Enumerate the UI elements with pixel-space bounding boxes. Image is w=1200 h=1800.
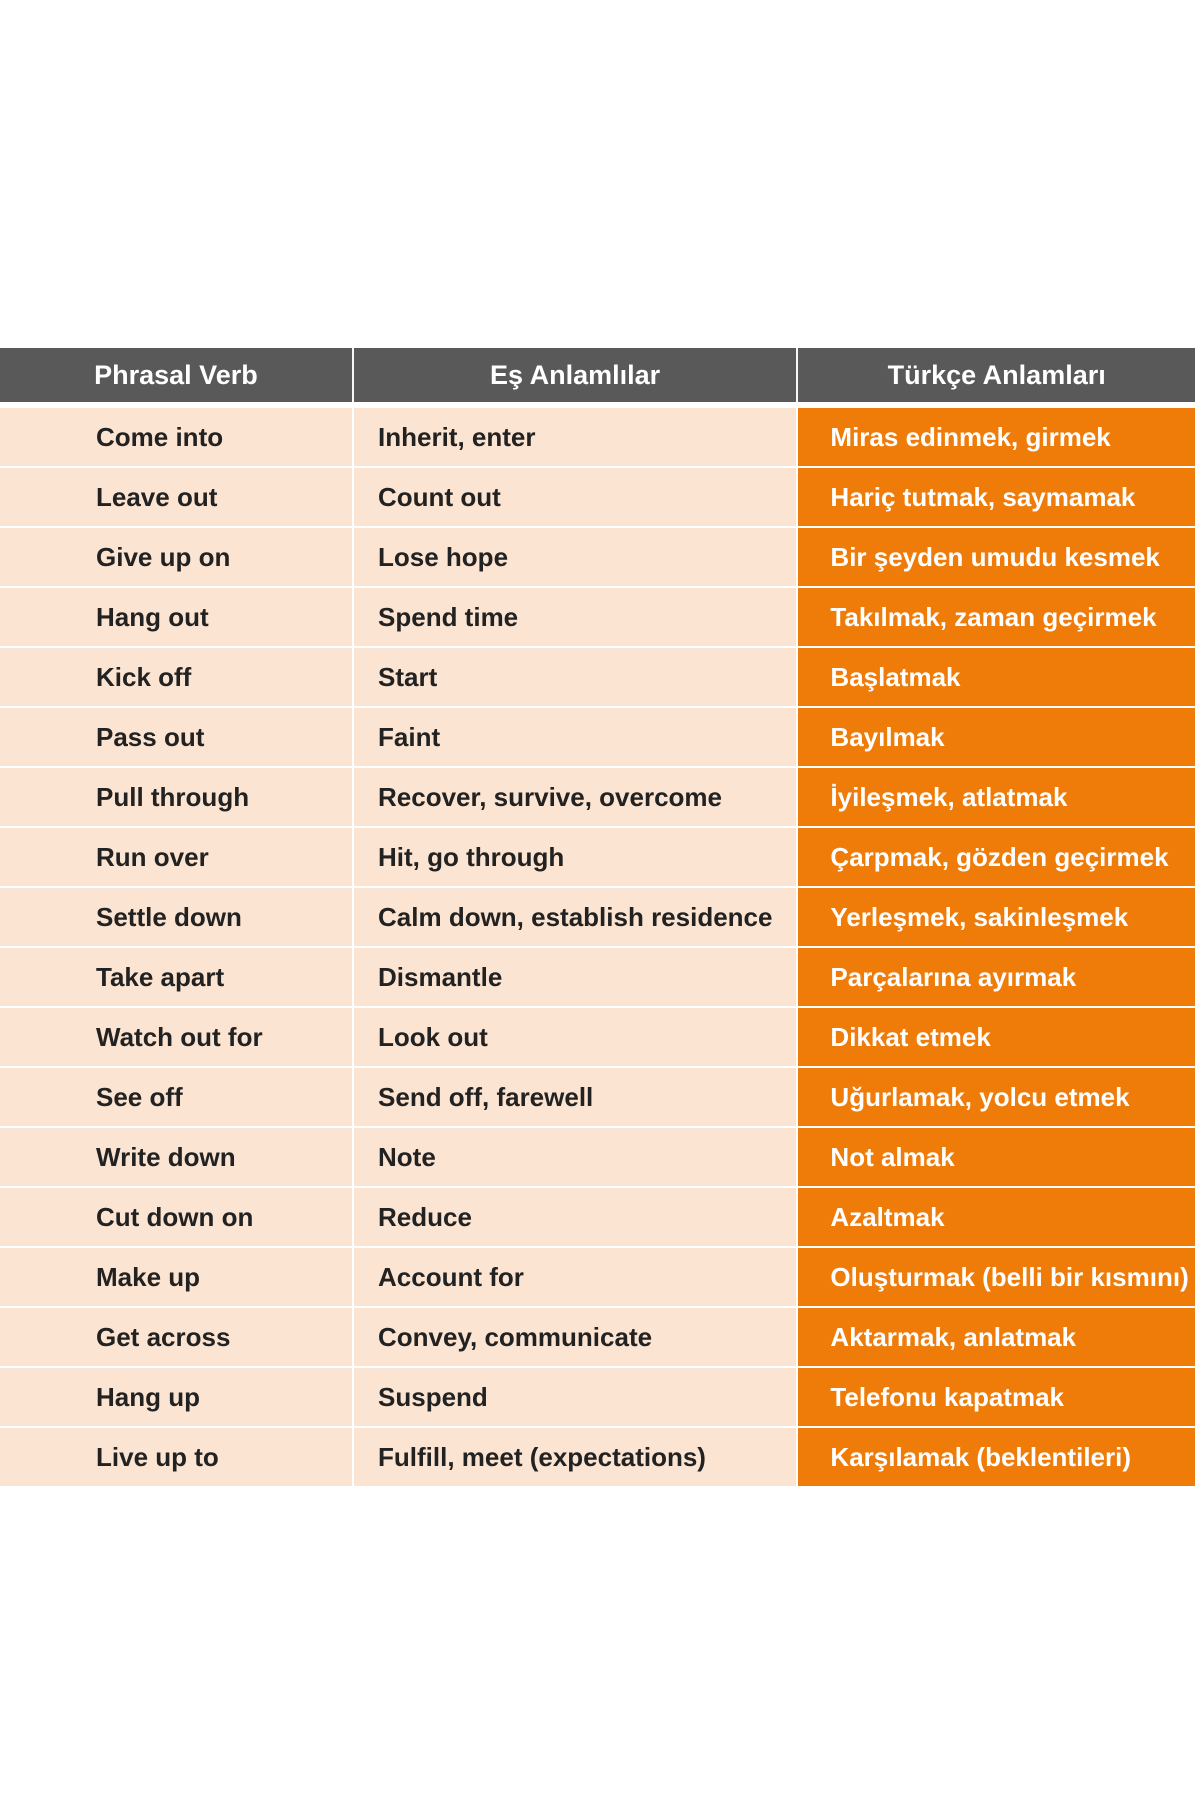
table-row [0, 828, 1200, 886]
table-edge [1195, 408, 1200, 466]
phrasal-verb-cell: Hang up [0, 1368, 352, 1426]
table-edge [1195, 1128, 1200, 1186]
turkish-meaning-cell: İyileşmek, atlatmak [798, 768, 1195, 826]
turkish-meaning-cell: Bayılmak [798, 708, 1195, 766]
table-row [0, 588, 1200, 646]
phrasal-verb-cell: Pull through [0, 768, 352, 826]
turkish-meaning-cell: Bir şeyden umudu kesmek [798, 528, 1195, 586]
table-row [0, 1308, 1200, 1366]
table-edge [1195, 768, 1200, 826]
table-row [0, 1068, 1200, 1126]
table-row [0, 1248, 1200, 1306]
phrasal-verb-cell: Pass out [0, 708, 352, 766]
phrasal-verb-cell: Live up to [0, 1428, 352, 1486]
turkish-meaning-cell: Azaltmak [798, 1188, 1195, 1246]
phrasal-verb-cell: Write down [0, 1128, 352, 1186]
turkish-meaning-cell: Dikkat etmek [798, 1008, 1195, 1066]
table-row [0, 1368, 1200, 1426]
synonym-cell: Send off, farewell [354, 1068, 796, 1126]
table-edge [1195, 948, 1200, 1006]
table-row [0, 1008, 1200, 1066]
synonym-cell: Recover, survive, overcome [354, 768, 796, 826]
synonym-cell: Start [354, 648, 796, 706]
table-edge [1195, 648, 1200, 706]
synonym-cell: Inherit, enter [354, 408, 796, 466]
table-edge [1195, 348, 1200, 402]
table-edge [1195, 1308, 1200, 1366]
turkish-meaning-cell: Miras edinmek, girmek [798, 408, 1195, 466]
table-row [0, 948, 1200, 1006]
turkish-meaning-cell: Uğurlamak, yolcu etmek [798, 1068, 1195, 1126]
turkish-meaning-cell: Yerleşmek, sakinleşmek [798, 888, 1195, 946]
turkish-meaning-cell: Başlatmak [798, 648, 1195, 706]
table-edge [1195, 1008, 1200, 1066]
synonym-cell: Convey, communicate [354, 1308, 796, 1366]
phrasal-verb-cell: Leave out [0, 468, 352, 526]
turkish-meaning-cell: Hariç tutmak, saymamak [798, 468, 1195, 526]
phrasal-verb-cell: Settle down [0, 888, 352, 946]
synonym-cell: Calm down, establish residence [354, 888, 796, 946]
table-edge [1195, 828, 1200, 886]
turkish-meaning-cell: Oluşturmak (belli bir kısmını) [798, 1248, 1195, 1306]
synonym-cell: Count out [354, 468, 796, 526]
phrasal-verb-cell: See off [0, 1068, 352, 1126]
table-edge [1195, 708, 1200, 766]
table-row [0, 708, 1200, 766]
synonym-cell: Fulfill, meet (expectations) [354, 1428, 796, 1486]
table-edge [1195, 1188, 1200, 1246]
phrasal-verb-cell: Make up [0, 1248, 352, 1306]
synonym-cell: Suspend [354, 1368, 796, 1426]
turkish-meaning-cell: Aktarmak, anlatmak [798, 1308, 1195, 1366]
header-turkish-meanings: Türkçe Anlamları [798, 348, 1195, 402]
table-edge [1195, 1428, 1200, 1486]
turkish-meaning-cell: Telefonu kapatmak [798, 1368, 1195, 1426]
phrasal-verb-cell: Get across [0, 1308, 352, 1366]
synonym-cell: Reduce [354, 1188, 796, 1246]
phrasal-verb-cell: Watch out for [0, 1008, 352, 1066]
phrasal-verb-cell: Hang out [0, 588, 352, 646]
table-row [0, 468, 1200, 526]
table-body [0, 408, 1200, 1486]
table-row [0, 1128, 1200, 1186]
table-edge [1195, 1368, 1200, 1426]
phrasal-verb-cell: Cut down on [0, 1188, 352, 1246]
turkish-meaning-cell: Karşılamak (beklentileri) [798, 1428, 1195, 1486]
turkish-meaning-cell: Not almak [798, 1128, 1195, 1186]
table-edge [1195, 1248, 1200, 1306]
synonym-cell: Note [354, 1128, 796, 1186]
table-row [0, 408, 1200, 466]
synonym-cell: Hit, go through [354, 828, 796, 886]
synonym-cell: Account for [354, 1248, 796, 1306]
synonym-cell: Spend time [354, 588, 796, 646]
phrasal-verb-cell: Kick off [0, 648, 352, 706]
phrasal-verb-table [0, 348, 1200, 1486]
table-edge [1195, 1068, 1200, 1126]
phrasal-verb-cell: Run over [0, 828, 352, 886]
synonym-cell: Look out [354, 1008, 796, 1066]
phrasal-verb-cell: Take apart [0, 948, 352, 1006]
synonym-cell: Dismantle [354, 948, 796, 1006]
table-row [0, 648, 1200, 706]
table-row [0, 768, 1200, 826]
phrasal-verb-cell: Come into [0, 408, 352, 466]
header-phrasal-verb: Phrasal Verb [0, 348, 352, 402]
table-edge [1195, 528, 1200, 586]
synonym-cell: Faint [354, 708, 796, 766]
table-edge [1195, 888, 1200, 946]
table-row [0, 528, 1200, 586]
table-row [0, 888, 1200, 946]
table-edge [1195, 588, 1200, 646]
table-edge [1195, 468, 1200, 526]
table-row [0, 1188, 1200, 1246]
phrasal-verb-cell: Give up on [0, 528, 352, 586]
synonym-cell: Lose hope [354, 528, 796, 586]
table-row [0, 1428, 1200, 1486]
turkish-meaning-cell: Takılmak, zaman geçirmek [798, 588, 1195, 646]
turkish-meaning-cell: Parçalarına ayırmak [798, 948, 1195, 1006]
table-header-row [0, 348, 1200, 402]
header-synonyms: Eş Anlamlılar [354, 348, 797, 402]
turkish-meaning-cell: Çarpmak, gözden geçirmek [798, 828, 1195, 886]
